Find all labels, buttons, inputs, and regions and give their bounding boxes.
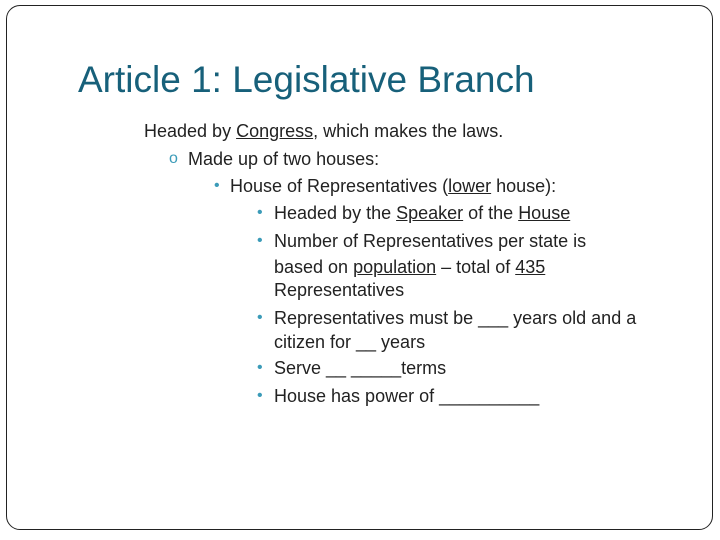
item2-text-b: – total of [436, 257, 516, 277]
bullet-level4-item4: Serve __ _____terms [274, 358, 447, 378]
slide-title: Article 1: Legislative Branch [78, 59, 535, 100]
level3-underlined: lower [448, 176, 492, 196]
item3-line1: Representatives must be ___ years old and a [274, 308, 637, 328]
item2-underlined-435: 435 [515, 257, 546, 277]
dot-bullet-icon: • [214, 177, 220, 194]
level3-text-a: House of Representatives ( [230, 176, 449, 196]
level1-text-b: , which makes the laws. [313, 121, 504, 141]
item2-line3: Representatives [274, 280, 405, 300]
item3-line2: citizen for __ years [274, 332, 426, 352]
level1-underlined: Congress [236, 121, 314, 141]
item2-line1: Number of Representatives per state is [274, 231, 587, 251]
level1-text-a: Headed by [144, 121, 237, 141]
item1-text-a: Headed by the [274, 203, 397, 223]
circle-bullet-icon: o [169, 150, 178, 167]
bullet-level4-item1 [274, 202, 570, 224]
dot-bullet-icon: • [257, 232, 263, 249]
item1-text-b: of the [463, 203, 519, 223]
bullet-level3 [230, 175, 556, 197]
level3-text-b: house): [491, 176, 557, 196]
bullet-level1 [144, 120, 503, 142]
bullet-level2: Made up of two houses: [188, 149, 380, 169]
dot-bullet-icon: • [257, 359, 263, 376]
dot-bullet-icon: • [257, 204, 263, 221]
item1-underlined-speaker: Speaker [396, 203, 464, 223]
dot-bullet-icon: • [257, 309, 263, 326]
item2-line2 [274, 256, 545, 278]
bullet-level4-item5: House has power of __________ [274, 386, 540, 406]
item2-text-a: based on [274, 257, 354, 277]
item1-underlined-house: House [518, 203, 571, 223]
dot-bullet-icon: • [257, 387, 263, 404]
item2-underlined-population: population [353, 257, 437, 277]
